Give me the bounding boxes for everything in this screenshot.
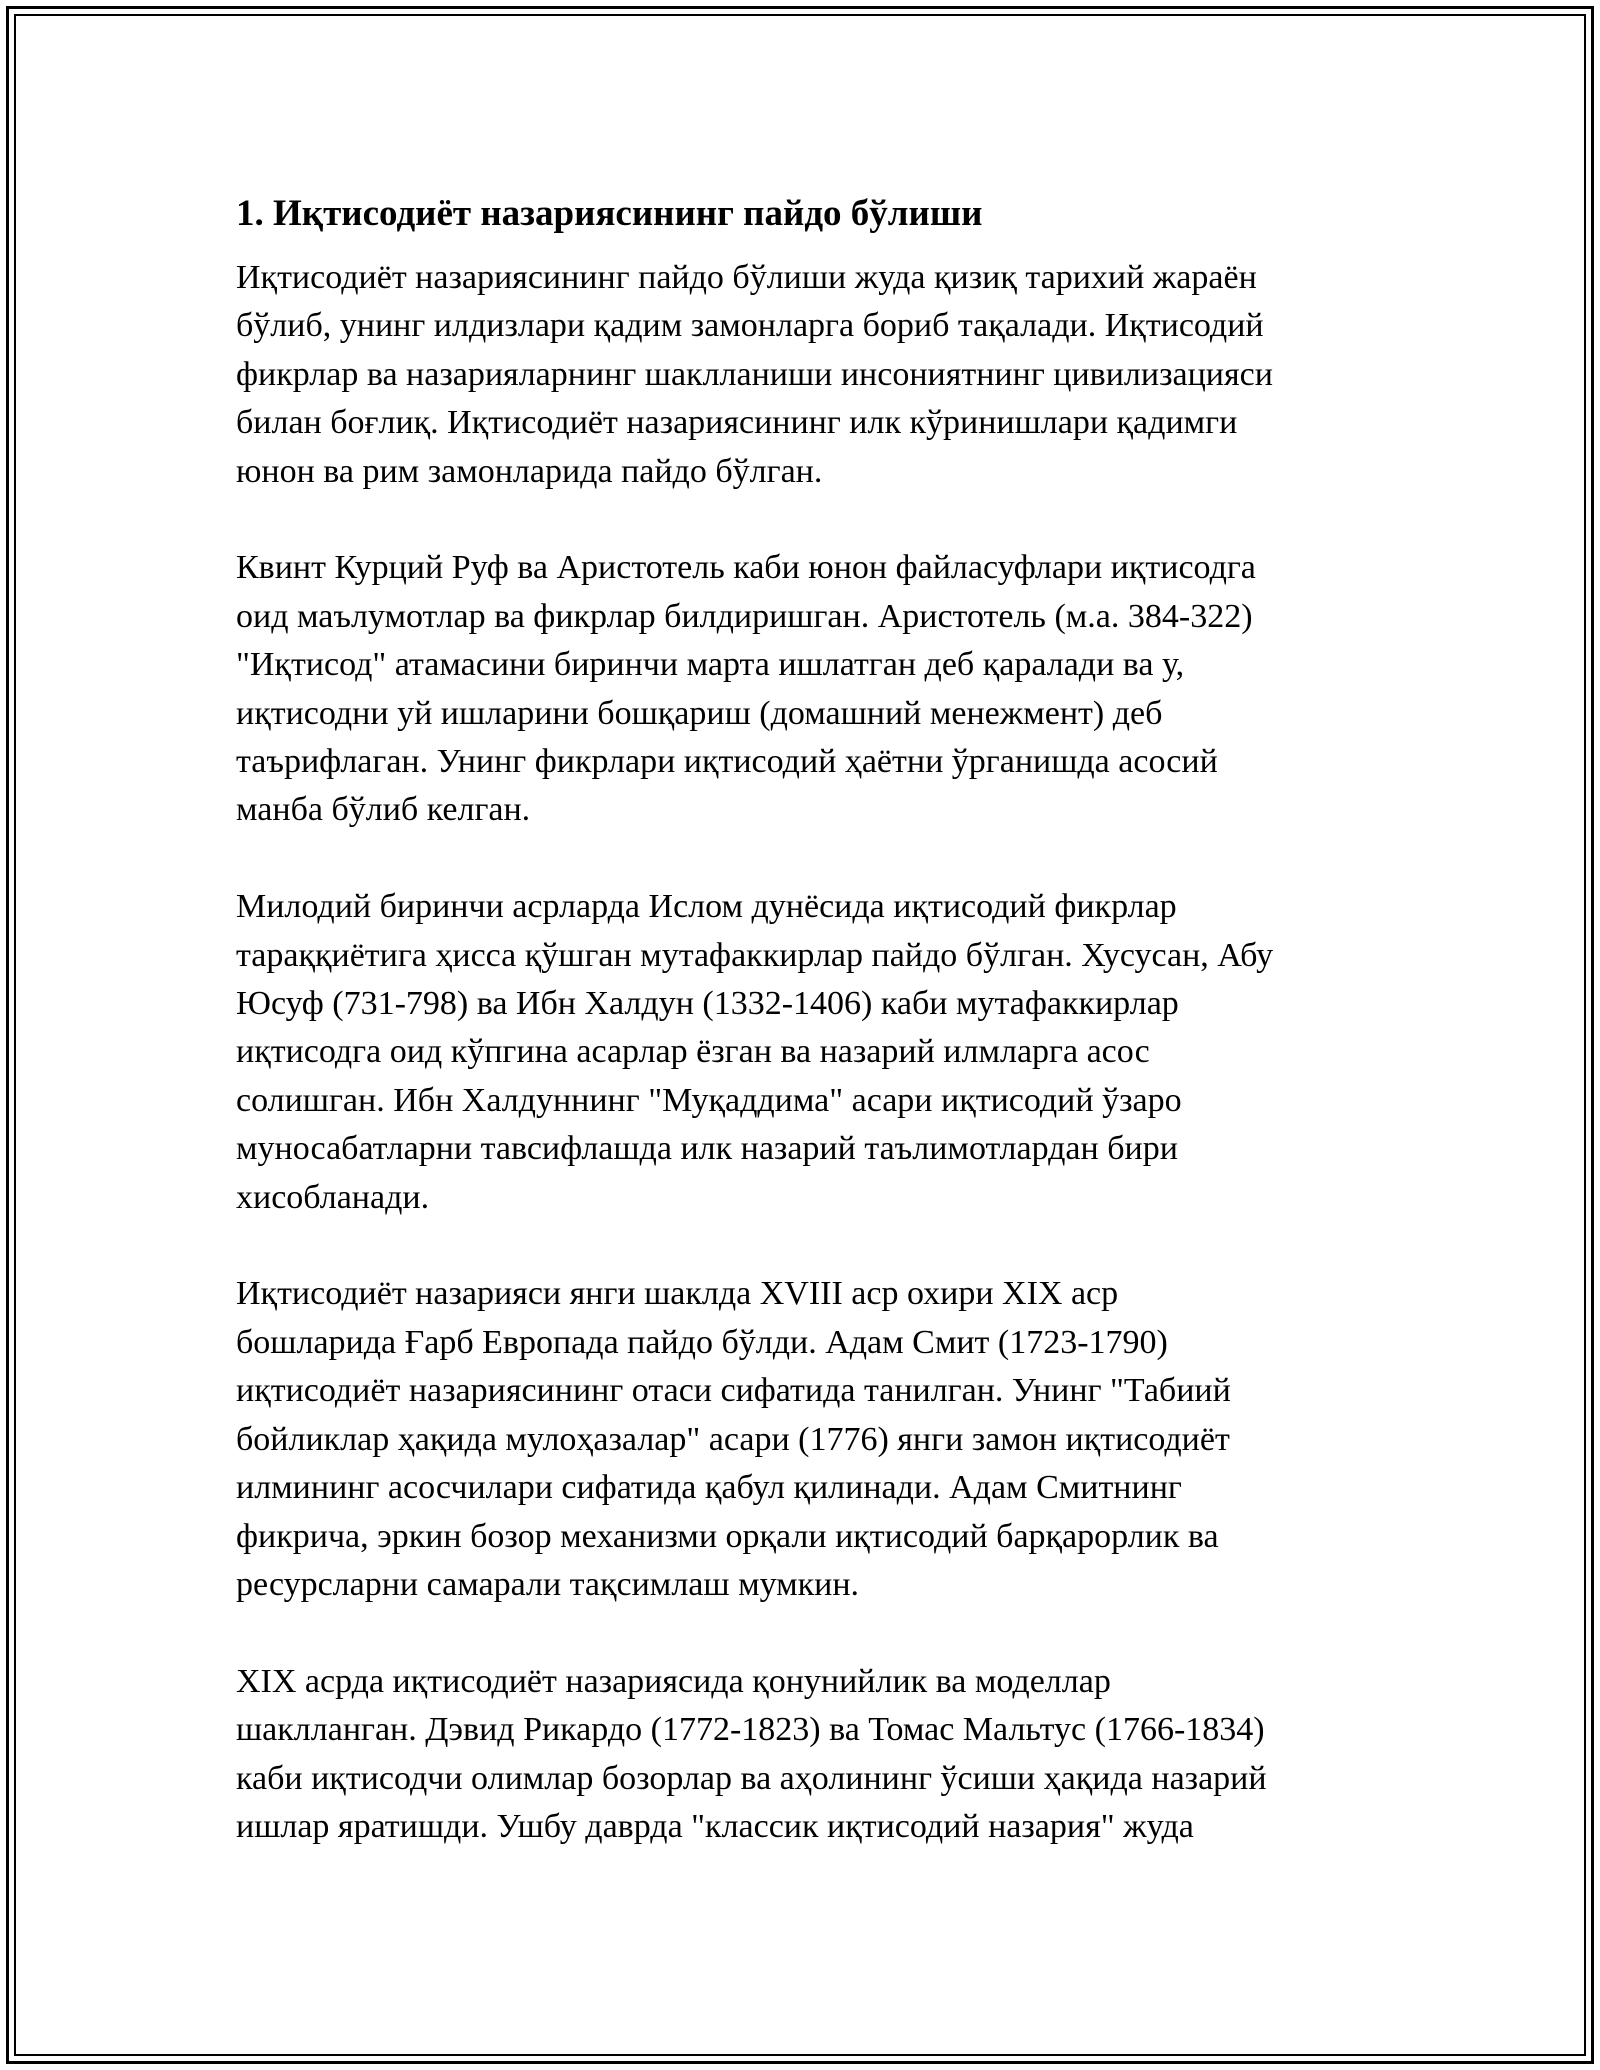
text-line: юнон ва рим замонларида пайдо бўлган. [236,452,823,490]
document-body [236,188,1366,1900]
text-line: фикрлар ва назарияларнинг шаклланиши инсониятнинг цивилизацияси [236,355,1273,393]
text-line: бошларида Ғарб Европада пайдо бўлди. Адам Смит (1723-1790) [236,1323,1168,1361]
text-line: иқтисодни уй ишларини бошқариш (домашний менежмент) деб [236,694,1163,732]
paragraph-5 [236,1658,1366,1852]
paragraph-3 [236,883,1366,1222]
text-line: Квинт Курций Руф ва Аристотель каби юнон файласуфлари иқтисодга [236,549,1256,587]
text-line: шаклланган. Дэвид Рикардо (1772-1823) ва Томас Мальтус (1766-1834) [236,1711,1265,1749]
text-line: фикрича, эркин бозор механизми орқали иқтисодий барқарорлик ва [236,1517,1219,1555]
text-line: бўлиб, унинг илдизлари қадим замонларга бориб тақалади. Иқтисодий [236,307,1264,345]
text-line: илмининг асосчилари сифатида қабул қилинади. Адам Смитнинг [236,1469,1182,1507]
text-line: ишлар яратишди. Ушбу даврда "классик иқтисодий назария" жуда [236,1807,1194,1845]
text-line: солишган. Ибн Халдуннинг "Муқаддима" асари иқтисодий ўзаро [236,1081,1182,1119]
text-line: каби иқтисодчи олимлар бозорлар ва аҳолининг ўсиши ҳақида назарий [236,1759,1267,1797]
text-line: ресурсларни самарали тақсимлаш мумкин. [236,1565,860,1603]
paragraph-4 [236,1270,1366,1609]
text-line: иқтисодга оид кўпгина асарлар ёзган ва назарий илмларга асос [236,1033,1150,1071]
text-line: оид маълумотлар ва фикрлар билдиришган. Аристотель (м.а. 384-322) [236,597,1253,635]
paragraph-2 [236,544,1366,834]
text-line: Иқтисодиёт назариясининг пайдо бўлиши жуда қизиқ тарихий жараён [236,259,1257,296]
text-line: XIX асрда иқтисодиёт назариясида қонунийлик ва моделлар [236,1662,1111,1700]
text-line: манба бўлиб келган. [236,791,531,829]
text-line: билан боғлиқ. Иқтисодиёт назариясининг илк кўринишлари қадимги [236,404,1238,442]
paragraph-1 [236,254,1366,496]
section-title: 1. Иқтисодиёт назариясининг пайдо бўлиши [236,193,983,234]
text-line: хисобланади. [236,1178,430,1216]
text-line: Юсуф (731-798) ва Ибн Халдун (1332-1406) каби мутафаккирлар [236,985,1179,1023]
text-line: бойликлар ҳақида мулоҳазалар" асари (1776) янги замон иқтисодиёт [236,1420,1230,1458]
text-line: "Иқтисод" атамасини биринчи марта ишлатган деб қаралади ва у, [236,646,1185,684]
text-line: муносабатларни тавсифлашда илк назарий таълимотлардан бири [236,1130,1178,1168]
text-line: иқтисодиёт назариясининг отаси сифатида танилган. Унинг "Табиий [236,1372,1231,1410]
text-line: Милодий биринчи асрларда Ислом дунёсида иқтисодий фикрлар [236,888,1177,926]
text-line: таърифлаган. Унинг фикрлари иқтисодий ҳаётни ўрганишда асосий [236,743,1218,781]
text-line: тараққиётига ҳисса қўшган мутафаккирлар пайдо бўлган. Хусусан, Абу [236,936,1274,974]
text-line: Иқтисодиёт назарияси янги шаклда XVIII аср охири XIX аср [236,1275,1119,1313]
